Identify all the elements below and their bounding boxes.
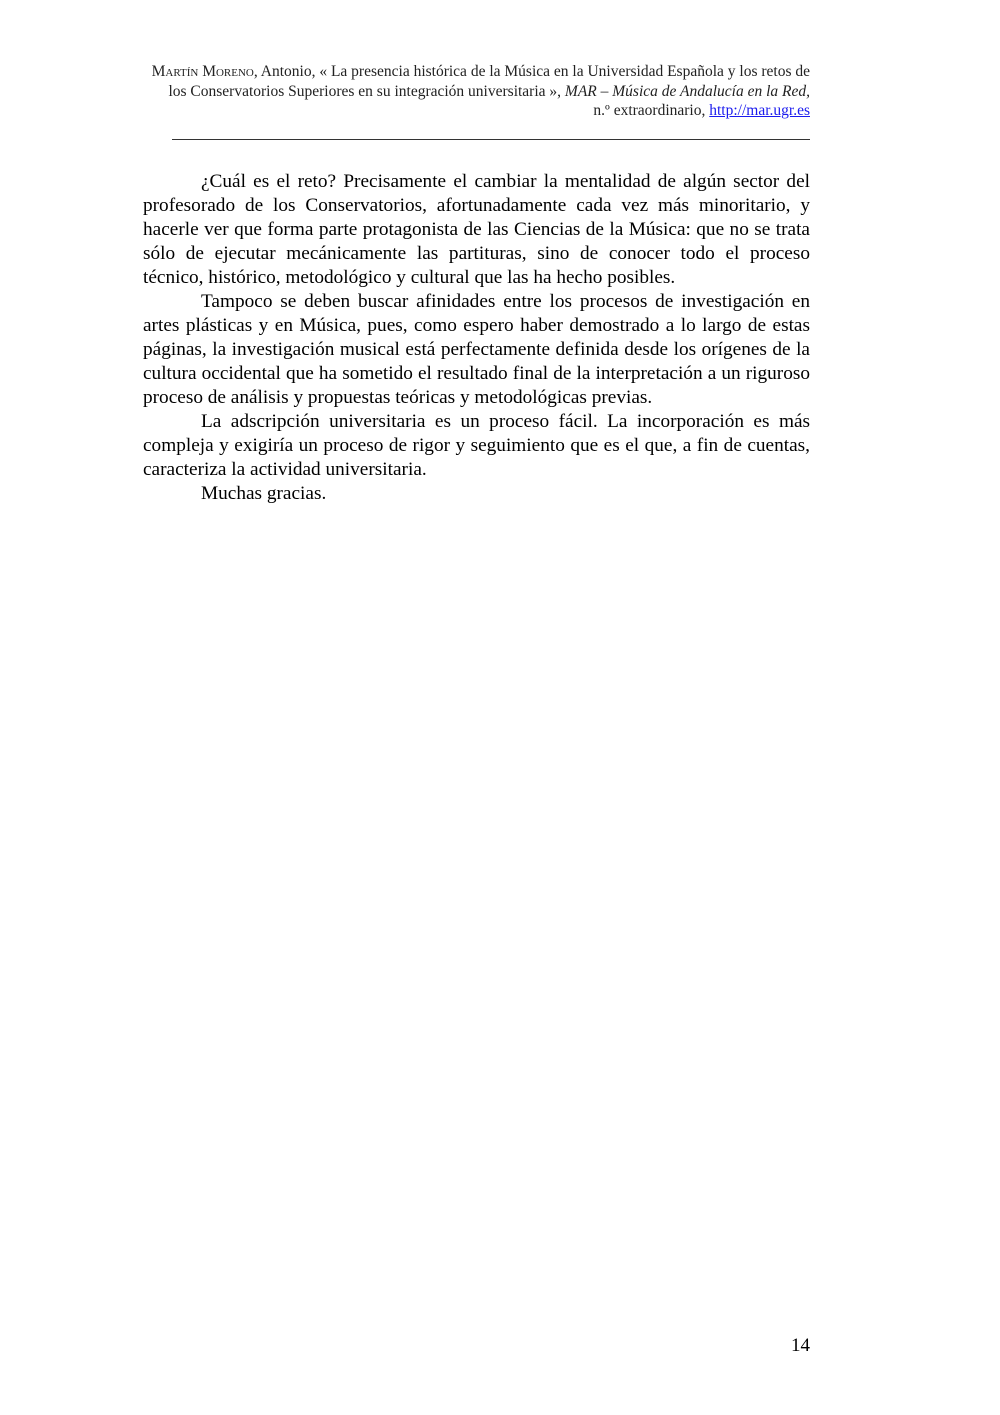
citation-text: , Antonio, « La presencia histórica de la Música en la Universidad Española y los retos de los Conservatorios Superiores en su integración universitaria », xyxy=(168,63,810,100)
page-number: 14 xyxy=(791,1335,810,1356)
journal-title: MAR – Música de Andalucía en la Red, xyxy=(564,82,810,100)
header-divider xyxy=(172,139,810,140)
running-header xyxy=(150,62,810,121)
journal-link[interactable]: http://mar.ugr.es xyxy=(709,102,810,119)
issue-text: n.º extraordinario, xyxy=(593,102,710,119)
paragraph: La adscripción universitaria es un proceso fácil. La incorporación es más compleja y exigiría un proceso de rigor y seguimiento que es el que, a fin de cuentas, caracteriza la actividad universitaria. xyxy=(143,411,810,480)
main-text xyxy=(143,170,810,506)
paragraph: Muchas gracias. xyxy=(201,483,327,504)
author-surname: Martín Moreno xyxy=(151,63,254,80)
paragraph: Tampoco se deben buscar afinidades entre los procesos de investigación en artes plásticas y en Música, pues, como espero haber demostrado a lo largo de estas páginas, la investigación musical está perfectamente definida desde los orígenes de la cultura occidental que ha sometido el resultado final de la interpretación a un riguroso proceso de análisis y propuestas teóricas y metodológicas previas. xyxy=(143,291,810,408)
paragraph: ¿Cuál es el reto? Precisamente el cambiar la mentalidad de algún sector del profesorado de los Conservatorios, afortunadamente cada vez más minoritario, y hacerle ver que forma parte protagonista de las Ciencias de la Música: que no se trata sólo de ejecutar mecánicamente las partituras, sino de conocer todo el proceso técnico, histórico, metodológico y cultural que las ha hecho posibles. xyxy=(143,171,810,288)
